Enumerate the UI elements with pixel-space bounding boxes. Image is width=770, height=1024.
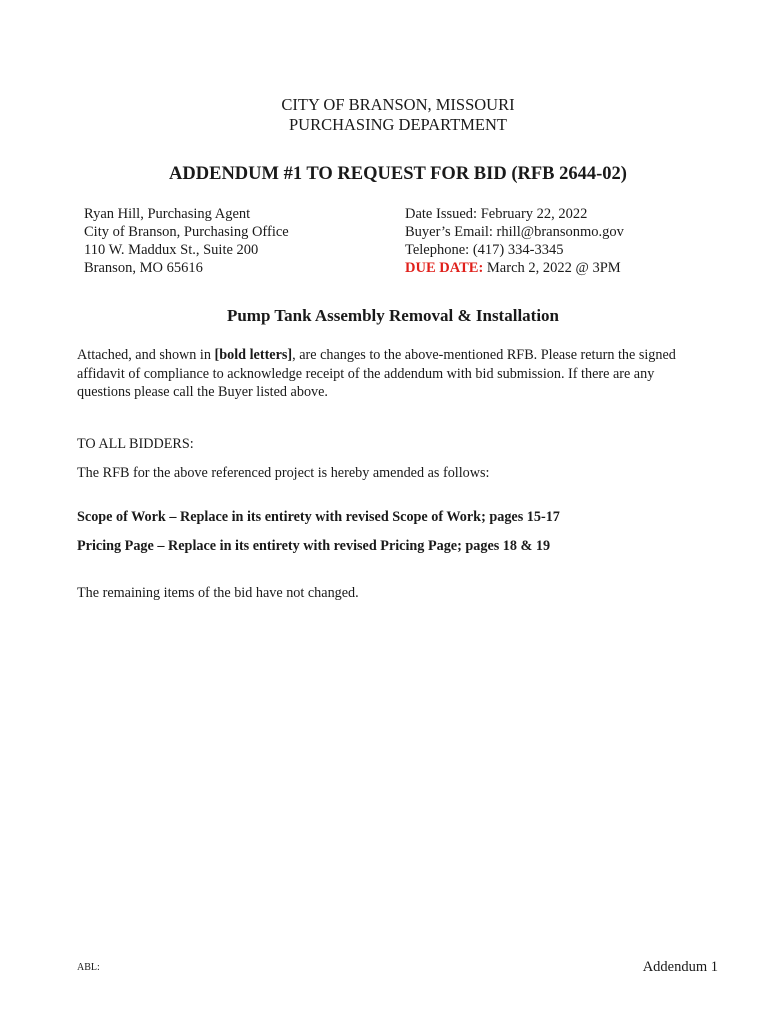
city-name-heading: CITY OF BRANSON, MISSOURI <box>281 95 515 114</box>
amendment-item: Pricing Page – Replace in its entirety with revised Pricing Page; pages 18 & 19 <box>77 538 551 554</box>
footer-abl: ABL: <box>77 962 100 973</box>
agent-name: Ryan Hill, Purchasing Agent <box>84 206 251 222</box>
amendment-intro: The RFB for the above referenced project is hereby amended as follows: <box>77 465 490 481</box>
buyer-email: Buyer’s Email: rhill@bransonmo.gov <box>405 224 624 240</box>
date-issued: Date Issued: February 22, 2022 <box>405 206 588 222</box>
street-address: 110 W. Maddux St., Suite 200 <box>84 242 259 258</box>
contact-left-block <box>84 205 289 277</box>
due-date-label: DUE DATE: <box>405 260 484 276</box>
intro-text-1: Attached, and shown in <box>77 347 215 363</box>
salutation: TO ALL BIDDERS: <box>77 436 194 452</box>
intro-text-2: , are changes to the above-mentioned RFB. Please return the signed affidavit of compliance to acknowledge receipt of the addendum with bid submission. If there are any questions please call the Buyer listed above. <box>77 347 676 400</box>
due-date-value: March 2, 2022 @ 3PM <box>483 260 621 276</box>
city-state-zip: Branson, MO 65616 <box>84 260 203 276</box>
project-title: Pump Tank Assembly Removal & Installation <box>226 306 560 325</box>
addendum-title: ADDENDUM #1 TO REQUEST FOR BID (RFB 2644-02) <box>169 164 627 184</box>
intro-paragraph <box>77 346 697 402</box>
telephone: Telephone: (417) 334-3345 <box>405 242 564 258</box>
amendment-item: Scope of Work – Replace in its entirety with revised Scope of Work; pages 15-17 <box>77 509 560 525</box>
intro-bold-text: [bold letters] <box>214 347 293 363</box>
footer-page-label: Addendum 1 <box>642 959 718 975</box>
due-date <box>405 259 624 277</box>
department-heading: PURCHASING DEPARTMENT <box>289 115 507 134</box>
office-name: City of Branson, Purchasing Office <box>84 224 289 240</box>
closing-statement: The remaining items of the bid have not changed. <box>77 585 359 601</box>
contact-right-block <box>405 205 624 277</box>
